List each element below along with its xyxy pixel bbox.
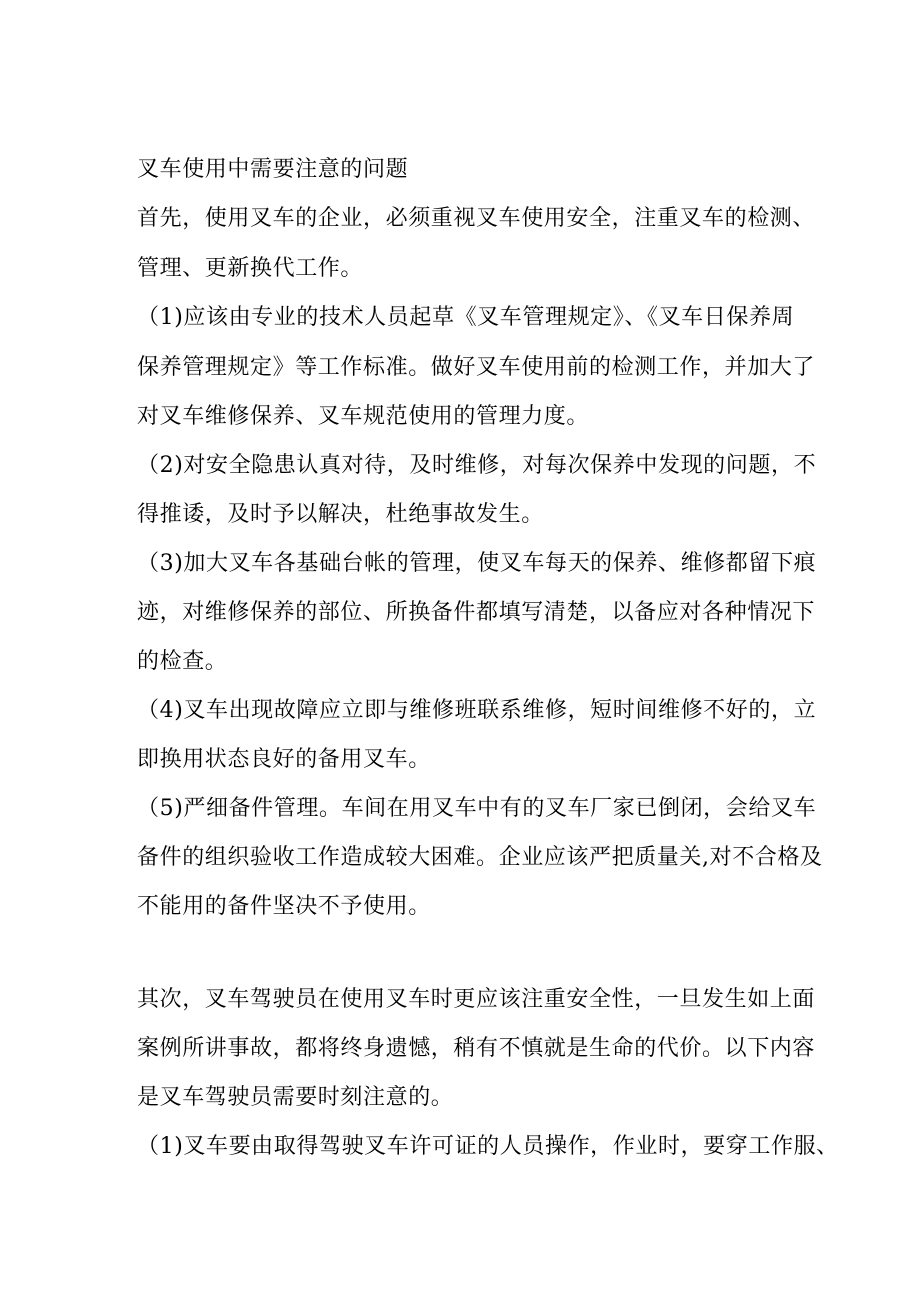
paragraph-line: 即换用状态良好的备用叉车。 (137, 747, 431, 772)
paragraph-line: 管理、更新换代工作。 (137, 256, 364, 281)
paragraph-line: （3)加大叉车各基础台帐的管理，使叉车每天的保养、维修都留下痕 (137, 551, 817, 576)
paragraph-line: 其次，叉车驾驶员在使用叉车时更应该注重安全性，一旦发生如上面 (137, 987, 816, 1012)
paragraph-line: 首先，使用叉车的企业，必须重视叉车使用安全，注重叉车的检测、 (137, 206, 816, 231)
paragraph-line: 对叉车维修保养、叉车规范使用的管理力度。 (137, 404, 590, 429)
paragraph-line: （1)应该由专业的技术人员起草《叉车管理规定》、《叉车日保养周 (137, 305, 795, 330)
paragraph-line: 备件的组织验收工作造成较大困难。企业应该严把质量关,对不合格及 (137, 845, 823, 870)
paragraph-line: 得推诿，及时予以解决，杜绝事故发生。 (137, 502, 544, 527)
paragraph-line: （4)叉车出现故障应立即与维修班联系维修，短时间维修不好的，立 (137, 698, 817, 723)
paragraph-line: 迹，对维修保养的部位、所换备件都填写清楚，以备应对各种情况下 (137, 600, 816, 625)
document-title: 叉车使用中需要注意的问题 (137, 157, 409, 182)
paragraph-line: 的检查。 (137, 649, 228, 674)
paragraph-line: （1)叉车要由取得驾驶叉车许可证的人员操作，作业时，要穿工作服、 (137, 1134, 839, 1159)
paragraph-line: 保养管理规定》等工作标准。做好叉车使用前的检测工作，并加大了 (137, 355, 816, 380)
paragraph-line: 是叉车驾驶员需要时刻注意的。 (137, 1085, 454, 1110)
paragraph-line: （2)对安全隐患认真对待，及时维修，对每次保养中发现的问题，不 (137, 453, 817, 478)
paragraph-line: 不能用的备件坚决不予使用。 (137, 894, 431, 919)
paragraph-line: 案例所讲事故，都将终身遗憾，稍有不慎就是生命的代价。以下内容 (137, 1036, 816, 1061)
paragraph-line: （5)严细备件管理。车间在用叉车中有的叉车厂家已倒闭，会给叉车 (137, 796, 817, 821)
